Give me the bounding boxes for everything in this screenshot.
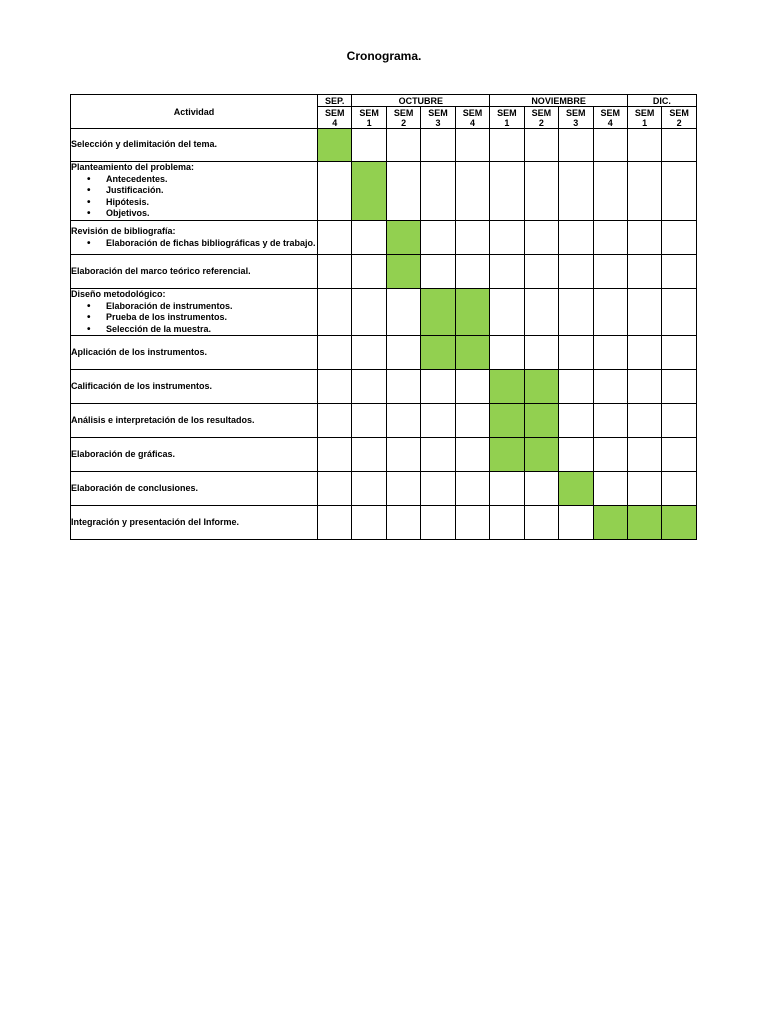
schedule-cell-empty — [662, 289, 696, 336]
schedule-cell-empty — [421, 221, 455, 255]
schedule-cell-empty — [318, 255, 352, 289]
schedule-cell-empty — [490, 506, 524, 540]
week-sem-label: SEM — [393, 107, 414, 118]
schedule-cell-empty — [455, 255, 489, 289]
activity-bullet: • Elaboración de instrumentos. — [106, 301, 317, 313]
schedule-cell-empty — [318, 221, 352, 255]
schedule-cell-empty — [455, 404, 489, 438]
schedule-cell-empty — [490, 221, 524, 255]
schedule-cell-empty — [421, 438, 455, 472]
schedule-cell-filled — [490, 438, 524, 472]
schedule-cell-empty — [593, 162, 627, 221]
schedule-cell-empty — [559, 221, 593, 255]
activity-row — [71, 221, 697, 255]
schedule-cell-filled — [524, 370, 558, 404]
schedule-cell-empty — [318, 370, 352, 404]
schedule-cell-empty — [352, 506, 386, 540]
activity-title: Aplicación de los instrumentos. — [71, 346, 208, 357]
activity-cell — [71, 129, 318, 162]
week-number: 4 — [332, 117, 338, 128]
week-number: 2 — [538, 117, 544, 128]
schedule-cell-filled — [490, 370, 524, 404]
schedule-cell-empty — [662, 370, 696, 404]
week-sem-label: SEM — [531, 107, 552, 118]
activity-row — [71, 129, 697, 162]
activity-bullet: • Objetivos. — [106, 208, 317, 220]
week-sem-label: SEM — [600, 107, 620, 118]
schedule-cell-filled — [421, 289, 455, 336]
schedule-cell-empty — [627, 289, 661, 336]
schedule-cell-empty — [662, 438, 696, 472]
schedule-cell-empty — [627, 370, 661, 404]
activity-bullet: • Prueba de los instrumentos. — [106, 312, 317, 324]
schedule-cell-empty — [490, 336, 524, 370]
schedule-table — [70, 94, 697, 540]
schedule-cell-empty — [386, 336, 420, 370]
schedule-cell-empty — [352, 370, 386, 404]
schedule-cell-empty — [662, 129, 696, 162]
week-sem-label: SEM — [359, 107, 379, 118]
activity-row — [71, 336, 697, 370]
schedule-cell-empty — [421, 472, 455, 506]
schedule-cell-empty — [352, 404, 386, 438]
schedule-cell-empty — [627, 438, 661, 472]
activity-bullet-list — [71, 238, 317, 250]
schedule-cell-empty — [352, 336, 386, 370]
activity-title: Elaboración de gráficas. — [71, 448, 176, 459]
week-sem-label: SEM — [462, 107, 483, 118]
week-sem-label: SEM — [566, 107, 586, 118]
schedule-cell-empty — [386, 404, 420, 438]
schedule-cell-empty — [386, 129, 420, 162]
schedule-cell-empty — [318, 162, 352, 221]
week-header — [524, 107, 558, 129]
activity-cell — [71, 255, 318, 289]
schedule-cell-filled — [524, 404, 558, 438]
week-sem-label: SEM — [497, 107, 517, 118]
schedule-cell-filled — [421, 336, 455, 370]
month-header: DIC. — [627, 95, 696, 107]
schedule-cell-empty — [455, 370, 489, 404]
activity-bullet: • Elaboración de fichas bibliográficas y de trabajo. — [106, 238, 317, 250]
activity-bullet-list — [71, 174, 317, 220]
activity-cell — [71, 506, 318, 540]
week-sem-label: SEM — [324, 107, 345, 118]
schedule-cell-empty — [455, 221, 489, 255]
schedule-cell-empty — [662, 336, 696, 370]
week-number: 3 — [435, 117, 441, 128]
schedule-cell-empty — [490, 255, 524, 289]
schedule-cell-empty — [386, 472, 420, 506]
activity-title: Elaboración del marco teórico referencial. — [71, 265, 251, 276]
schedule-cell-empty — [318, 472, 352, 506]
activity-row — [71, 506, 697, 540]
activity-cell — [71, 472, 318, 506]
week-header — [490, 107, 524, 129]
month-header-row — [71, 95, 697, 107]
schedule-cell-filled — [627, 506, 661, 540]
schedule-cell-empty — [627, 336, 661, 370]
schedule-cell-empty — [627, 404, 661, 438]
activity-row — [71, 162, 697, 221]
activity-title: Integración y presentación del Informe. — [71, 516, 240, 527]
activity-cell — [71, 221, 318, 255]
schedule-cell-empty — [524, 336, 558, 370]
schedule-cell-empty — [524, 162, 558, 221]
activity-cell — [71, 336, 318, 370]
schedule-cell-empty — [524, 255, 558, 289]
schedule-cell-empty — [593, 336, 627, 370]
schedule-cell-empty — [386, 370, 420, 404]
schedule-cell-filled — [455, 336, 489, 370]
schedule-cell-empty — [662, 162, 696, 221]
activity-title: Análisis e interpretación de los resultados. — [71, 414, 255, 425]
schedule-cell-empty — [593, 472, 627, 506]
schedule-cell-empty — [490, 472, 524, 506]
schedule-cell-filled — [524, 438, 558, 472]
schedule-cell-empty — [318, 438, 352, 472]
schedule-cell-empty — [662, 255, 696, 289]
schedule-cell-empty — [662, 472, 696, 506]
week-number: 2 — [676, 117, 682, 128]
schedule-cell-empty — [490, 162, 524, 221]
schedule-cell-empty — [593, 255, 627, 289]
schedule-cell-filled — [662, 506, 696, 540]
schedule-cell-empty — [318, 506, 352, 540]
schedule-cell-filled — [455, 289, 489, 336]
schedule-cell-empty — [318, 289, 352, 336]
schedule-cell-empty — [559, 255, 593, 289]
schedule-cell-empty — [352, 221, 386, 255]
week-header — [455, 107, 489, 129]
schedule-cell-empty — [524, 289, 558, 336]
activity-title: Revisión de bibliografía: — [71, 226, 176, 236]
activity-bullet: • Justificación. — [106, 185, 317, 197]
schedule-cell-filled — [559, 472, 593, 506]
schedule-cell-empty — [455, 162, 489, 221]
week-header — [421, 107, 455, 129]
schedule-cell-empty — [524, 221, 558, 255]
week-header — [662, 107, 696, 129]
schedule-cell-empty — [559, 370, 593, 404]
schedule-cell-empty — [593, 370, 627, 404]
week-number: 3 — [573, 117, 579, 128]
schedule-cell-empty — [421, 506, 455, 540]
schedule-cell-empty — [352, 472, 386, 506]
schedule-cell-empty — [352, 129, 386, 162]
week-number: 1 — [504, 117, 510, 128]
activity-row — [71, 255, 697, 289]
schedule-cell-empty — [524, 129, 558, 162]
schedule-cell-empty — [421, 404, 455, 438]
week-header — [627, 107, 661, 129]
schedule-cell-empty — [352, 438, 386, 472]
week-sem-label: SEM — [669, 107, 689, 118]
schedule-cell-empty — [386, 506, 420, 540]
schedule-cell-empty — [455, 472, 489, 506]
schedule-cell-empty — [559, 129, 593, 162]
page-title: Cronograma. — [346, 49, 422, 63]
schedule-cell-filled — [490, 404, 524, 438]
activity-bullet-list — [71, 301, 317, 336]
schedule-cell-filled — [352, 162, 386, 221]
activity-bullet: • Selección de la muestra. — [106, 324, 317, 336]
schedule-cell-empty — [386, 162, 420, 221]
schedule-cell-empty — [318, 404, 352, 438]
schedule-cell-empty — [627, 255, 661, 289]
schedule-cell-empty — [455, 129, 489, 162]
activity-row — [71, 370, 697, 404]
month-header: SEP. — [318, 95, 352, 107]
schedule-cell-empty — [421, 129, 455, 162]
schedule-cell-empty — [490, 129, 524, 162]
week-sem-label: SEM — [634, 107, 655, 118]
schedule-cell-empty — [352, 255, 386, 289]
month-header: OCTUBRE — [352, 95, 490, 107]
schedule-cell-empty — [352, 289, 386, 336]
activity-row — [71, 438, 697, 472]
schedule-cell-empty — [421, 370, 455, 404]
activity-cell — [71, 438, 318, 472]
schedule-cell-empty — [559, 162, 593, 221]
week-number: 1 — [642, 117, 648, 128]
activity-row — [71, 289, 697, 336]
month-header: NOVIEMBRE — [490, 95, 628, 107]
schedule-cell-empty — [421, 162, 455, 221]
activity-title: Planteamiento del problema: — [71, 162, 195, 173]
activity-title: Elaboración de conclusiones. — [71, 482, 199, 493]
schedule-cell-empty — [593, 404, 627, 438]
week-number: 4 — [607, 117, 613, 128]
schedule-cell-empty — [455, 438, 489, 472]
activity-title: Diseño metodológico: — [71, 289, 166, 299]
activity-row — [71, 472, 697, 506]
week-number: 4 — [469, 117, 475, 128]
week-number: 1 — [366, 117, 372, 128]
schedule-cell-empty — [559, 438, 593, 472]
activity-cell — [71, 370, 318, 404]
activity-cell — [71, 289, 318, 336]
week-header — [559, 107, 593, 129]
activity-title: Calificación de los instrumentos. — [71, 380, 213, 391]
schedule-cell-empty — [421, 255, 455, 289]
schedule-cell-filled — [386, 255, 420, 289]
activity-cell — [71, 162, 318, 221]
week-header — [352, 107, 386, 129]
schedule-cell-empty — [593, 129, 627, 162]
schedule-cell-empty — [627, 221, 661, 255]
activity-bullet: • Hipótesis. — [106, 197, 317, 209]
schedule-cell-filled — [593, 506, 627, 540]
week-sem-label: SEM — [428, 107, 448, 118]
activity-row — [71, 404, 697, 438]
schedule-cell-empty — [524, 472, 558, 506]
schedule-cell-empty — [386, 438, 420, 472]
schedule-cell-empty — [662, 221, 696, 255]
schedule-cell-empty — [627, 162, 661, 221]
activity-title: Selección y delimitación del tema. — [71, 139, 218, 150]
schedule-cell-empty — [524, 506, 558, 540]
activity-cell — [71, 404, 318, 438]
schedule-cell-filled — [318, 129, 352, 162]
week-header — [318, 107, 352, 129]
schedule-cell-empty — [559, 289, 593, 336]
schedule-cell-empty — [627, 472, 661, 506]
week-header — [593, 107, 627, 129]
schedule-cell-empty — [559, 506, 593, 540]
schedule-cell-empty — [627, 129, 661, 162]
week-number: 2 — [401, 117, 407, 128]
schedule-cell-empty — [559, 336, 593, 370]
week-header — [386, 107, 420, 129]
schedule-cell-empty — [455, 506, 489, 540]
schedule-cell-empty — [593, 438, 627, 472]
schedule-cell-filled — [386, 221, 420, 255]
schedule-cell-empty — [318, 336, 352, 370]
schedule-cell-empty — [386, 289, 420, 336]
activity-bullet: • Antecedentes. — [106, 174, 317, 186]
schedule-cell-empty — [593, 221, 627, 255]
schedule-cell-empty — [559, 404, 593, 438]
schedule-cell-empty — [662, 404, 696, 438]
schedule-cell-empty — [593, 289, 627, 336]
schedule-cell-empty — [490, 289, 524, 336]
activity-header: Actividad — [71, 95, 318, 129]
